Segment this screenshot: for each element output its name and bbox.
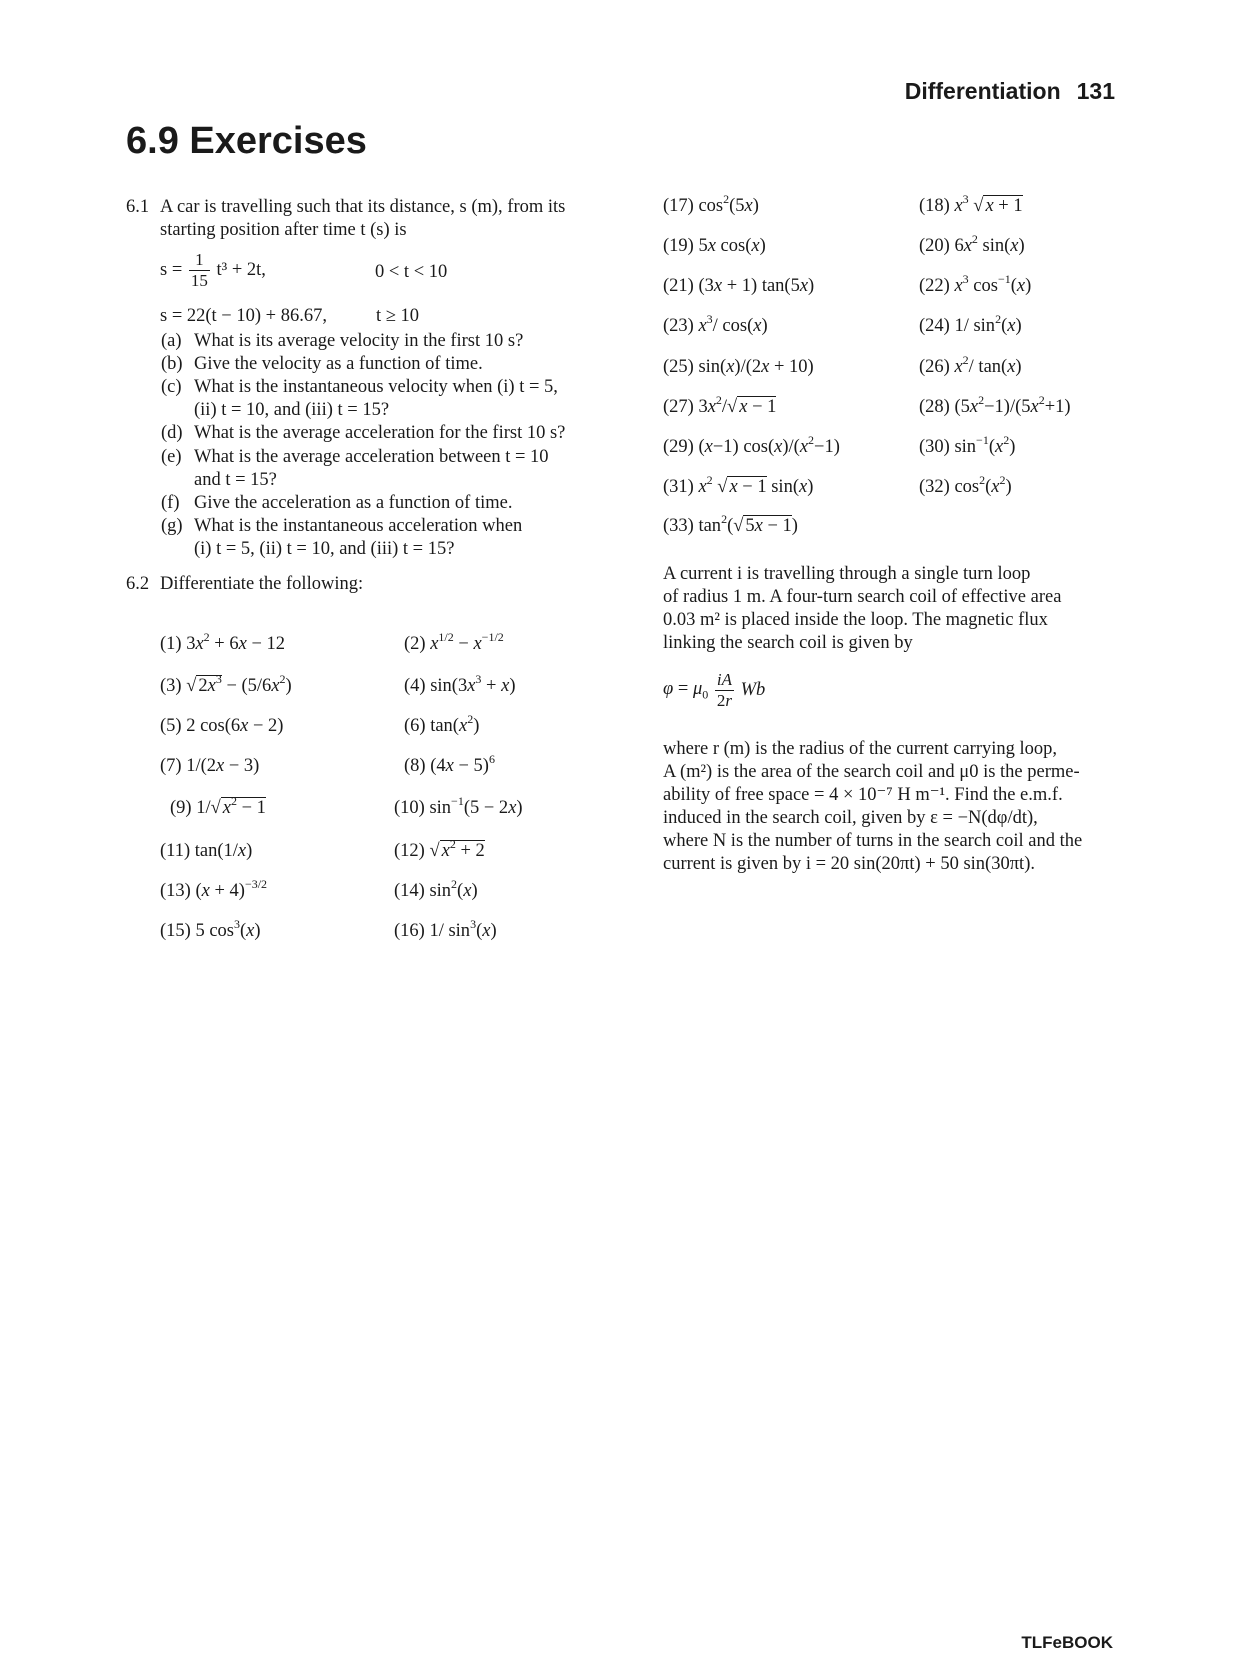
item-label: (9) bbox=[170, 798, 192, 818]
differentiate-item-13: (13) $(x + 4)^{-3/2}$ bbox=[160, 877, 268, 901]
differentiate-item-24: (24) 1/ $\sin^2(x)$ bbox=[919, 312, 1022, 336]
exercise-number: 6.2 bbox=[126, 574, 150, 594]
text-line: current is given by i = 20 sin(20πt) + 50 sin(30πt). bbox=[663, 854, 1035, 874]
exercise-paragraph bbox=[663, 738, 1135, 876]
item-label: (13) bbox=[160, 881, 191, 901]
part-label: (c) bbox=[161, 377, 182, 397]
eq-rest: t³ + 2t, bbox=[216, 260, 266, 280]
part-text: and t = 15? bbox=[194, 470, 277, 490]
item-label: (19) bbox=[663, 236, 694, 256]
item-label: (17) bbox=[663, 196, 694, 216]
fraction bbox=[189, 250, 210, 291]
exercise-intro: Differentiate the following: bbox=[160, 574, 364, 594]
item-label: (11) bbox=[160, 841, 191, 861]
part-text: (i) t = 5, (ii) t = 10, and (iii) t = 15? bbox=[194, 539, 455, 559]
equation-s-t-cubed bbox=[160, 250, 266, 291]
differentiate-item-5: (5) 2 cos(6x − 2) bbox=[160, 716, 284, 736]
item-label: (32) bbox=[919, 477, 950, 497]
differentiate-item-8: (8) $(4x - 5)^6$ bbox=[404, 752, 495, 776]
differentiate-item-16: (16) 1/ $\sin^3(x)$ bbox=[394, 917, 497, 941]
item-label: (12) bbox=[394, 841, 425, 861]
differentiate-item-23: (23) $x^3/$ cos(x) bbox=[663, 312, 768, 336]
differentiate-item-30: (30) $\sin^{-1}(x^2)$ bbox=[919, 433, 1016, 457]
equation-s-linear: s = 22(t − 10) + 86.67, bbox=[160, 306, 327, 326]
text-line: of radius 1 m. A four-turn search coil of effective area bbox=[663, 587, 1062, 607]
item-label: (2) bbox=[404, 634, 426, 654]
part-text: Give the acceleration as a function of time. bbox=[194, 493, 513, 513]
differentiate-item-4: (4) $\sin(3x^3 + x)$ bbox=[404, 672, 516, 696]
differentiate-item-17: (17) $\cos^2(5x)$ bbox=[663, 192, 759, 216]
differentiate-item-15: (15) 5 $\cos^3(x)$ bbox=[160, 917, 261, 941]
item-label: (33) bbox=[663, 516, 694, 536]
differentiate-item-3: (3) √ $2x^3 - (5/6x^2)$ bbox=[160, 672, 292, 696]
part-label: (g) bbox=[161, 516, 183, 536]
part-label: (b) bbox=[161, 354, 183, 374]
differentiate-item-29: (29) (x−1) $\cos(x)/(x^2-1)$ bbox=[663, 433, 840, 457]
text-line: A (m²) is the area of the search coil and μ0 is the perme- bbox=[663, 762, 1080, 782]
part-label: (e) bbox=[161, 447, 182, 467]
differentiate-item-21: (21) (3x + 1) tan(5x) bbox=[663, 276, 815, 296]
item-label: (6) bbox=[404, 716, 426, 736]
differentiate-item-27: (27) $3x^2/√$ x − 1 bbox=[663, 393, 777, 417]
text-line: ability of free space = 4 × 10⁻⁷ H m⁻¹. Find the e.m.f. bbox=[663, 785, 1063, 805]
text-line: induced in the search coil, given by ε = −N(dφ/dt), bbox=[663, 808, 1038, 828]
differentiate-item-19: (19) 5x cos(x) bbox=[663, 236, 766, 256]
item-label: (7) bbox=[160, 756, 182, 776]
differentiate-item-25: (25) sin(x)/(2x + 10) bbox=[663, 357, 814, 377]
differentiate-item-32: (32) $\cos^2(x^2)$ bbox=[919, 473, 1012, 497]
item-label: (1) bbox=[160, 634, 182, 654]
differentiate-item-18: (18) $x^3$ √ x + 1 bbox=[919, 192, 1023, 216]
part-text: What is the average acceleration for the first 10 s? bbox=[194, 423, 566, 443]
differentiate-item-31: (31) $x^2$ √ x − 1 sin(x) bbox=[663, 473, 814, 497]
text-line: A current i is travelling through a single turn loop bbox=[663, 564, 1031, 584]
item-label: (20) bbox=[919, 236, 950, 256]
item-label: (30) bbox=[919, 437, 950, 457]
differentiate-item-14: (14) $\sin^2(x)$ bbox=[394, 877, 478, 901]
differentiate-item-2: (2) $x^{1/2} - x^{-1/2}$ bbox=[404, 630, 504, 654]
item-label: (5) bbox=[160, 716, 182, 736]
part-label: (d) bbox=[161, 423, 183, 443]
differentiate-item-9: (9) 1/√ $x^2 - 1$ bbox=[170, 794, 266, 818]
item-label: (14) bbox=[394, 881, 425, 901]
item-label: (28) bbox=[919, 397, 950, 417]
item-label: (27) bbox=[663, 397, 694, 417]
header-section-name: Differentiation bbox=[904, 78, 1061, 104]
differentiate-item-12: (12) √ $x^2 + 2$ bbox=[394, 837, 485, 861]
differentiate-item-33: (33) $\tan^2(√$ 5x − 1) bbox=[663, 512, 798, 536]
fraction-denominator: 15 bbox=[190, 271, 208, 290]
part-label: (a) bbox=[161, 331, 182, 351]
item-label: (25) bbox=[663, 357, 694, 377]
exercise-number: 6.1 bbox=[126, 197, 150, 217]
item-label: (31) bbox=[663, 477, 694, 497]
flux-formula: $\varphi = \mu_0$ $\frac{iA}{2r}$ Wb bbox=[663, 670, 766, 710]
part-text: What is the average acceleration between t = 10 bbox=[194, 447, 549, 467]
differentiate-item-28: (28) $(5x^2-1)/(5x^2+1)$ bbox=[919, 393, 1071, 417]
eq-lhs: s = bbox=[160, 260, 183, 280]
differentiate-item-7: (7) 1/(2x − 3) bbox=[160, 756, 260, 776]
item-label: (15) bbox=[160, 921, 191, 941]
exercise-intro-line: starting position after time t (s) is bbox=[160, 220, 407, 240]
item-label: (8) bbox=[404, 756, 426, 776]
page-number: 131 bbox=[1076, 78, 1115, 104]
item-label: (24) bbox=[919, 316, 950, 336]
running-header bbox=[905, 78, 1115, 105]
differentiate-item-1: (1) $3x^2 + 6x - 12$ bbox=[160, 630, 286, 654]
equation-condition: 0 < t < 10 bbox=[375, 262, 448, 282]
item-label: (21) bbox=[663, 276, 694, 296]
differentiate-item-22: (22) $x^3$ $\cos^{-1}(x)$ bbox=[919, 272, 1032, 296]
differentiate-item-6: (6) $\tan(x^2)$ bbox=[404, 712, 480, 736]
differentiate-item-11: (11) tan(1/x) bbox=[160, 841, 253, 861]
equation-condition: t ≥ 10 bbox=[376, 306, 420, 326]
part-text: Give the velocity as a function of time. bbox=[194, 354, 483, 374]
differentiate-item-20: (20) $6x^2$ sin(x) bbox=[919, 232, 1025, 256]
text-line: 0.03 m² is placed inside the loop. The magnetic flux bbox=[663, 610, 1048, 630]
text-line: linking the search coil is given by bbox=[663, 633, 913, 653]
differentiate-item-10: (10) $\sin^{-1}(5 - 2x)$ bbox=[394, 794, 523, 818]
part-text: What is its average velocity in the first 10 s? bbox=[194, 331, 524, 351]
part-text: (ii) t = 10, and (iii) t = 15? bbox=[194, 400, 390, 420]
exercise-paragraph bbox=[663, 563, 1135, 655]
item-label: (23) bbox=[663, 316, 694, 336]
part-label: (f) bbox=[161, 493, 180, 513]
part-text: What is the instantaneous velocity when (i) t = 5, bbox=[194, 377, 558, 397]
fraction-numerator: 1 bbox=[189, 250, 210, 271]
text-line: where N is the number of turns in the search coil and the bbox=[663, 831, 1083, 851]
item-label: (18) bbox=[919, 196, 950, 216]
item-label: (16) bbox=[394, 921, 425, 941]
fraction: $\frac{iA}{2r}$ bbox=[716, 670, 732, 710]
text-line: where r (m) is the radius of the current carrying loop, bbox=[663, 739, 1058, 759]
item-label: (3) bbox=[160, 676, 182, 696]
item-label: (26) bbox=[919, 357, 950, 377]
item-label: (4) bbox=[404, 676, 426, 696]
item-label: (29) bbox=[663, 437, 694, 457]
section-title: 6.9 Exercises bbox=[126, 120, 367, 162]
differentiate-item-26: (26) $x^2/$ tan(x) bbox=[919, 353, 1022, 377]
item-label: (22) bbox=[919, 276, 950, 296]
part-text: What is the instantaneous acceleration when bbox=[194, 516, 523, 536]
footer-watermark: TLFeBOOK bbox=[1021, 1633, 1113, 1652]
exercise-intro-line: A car is travelling such that its distance, s (m), from its bbox=[160, 197, 566, 217]
item-label: (10) bbox=[394, 798, 425, 818]
